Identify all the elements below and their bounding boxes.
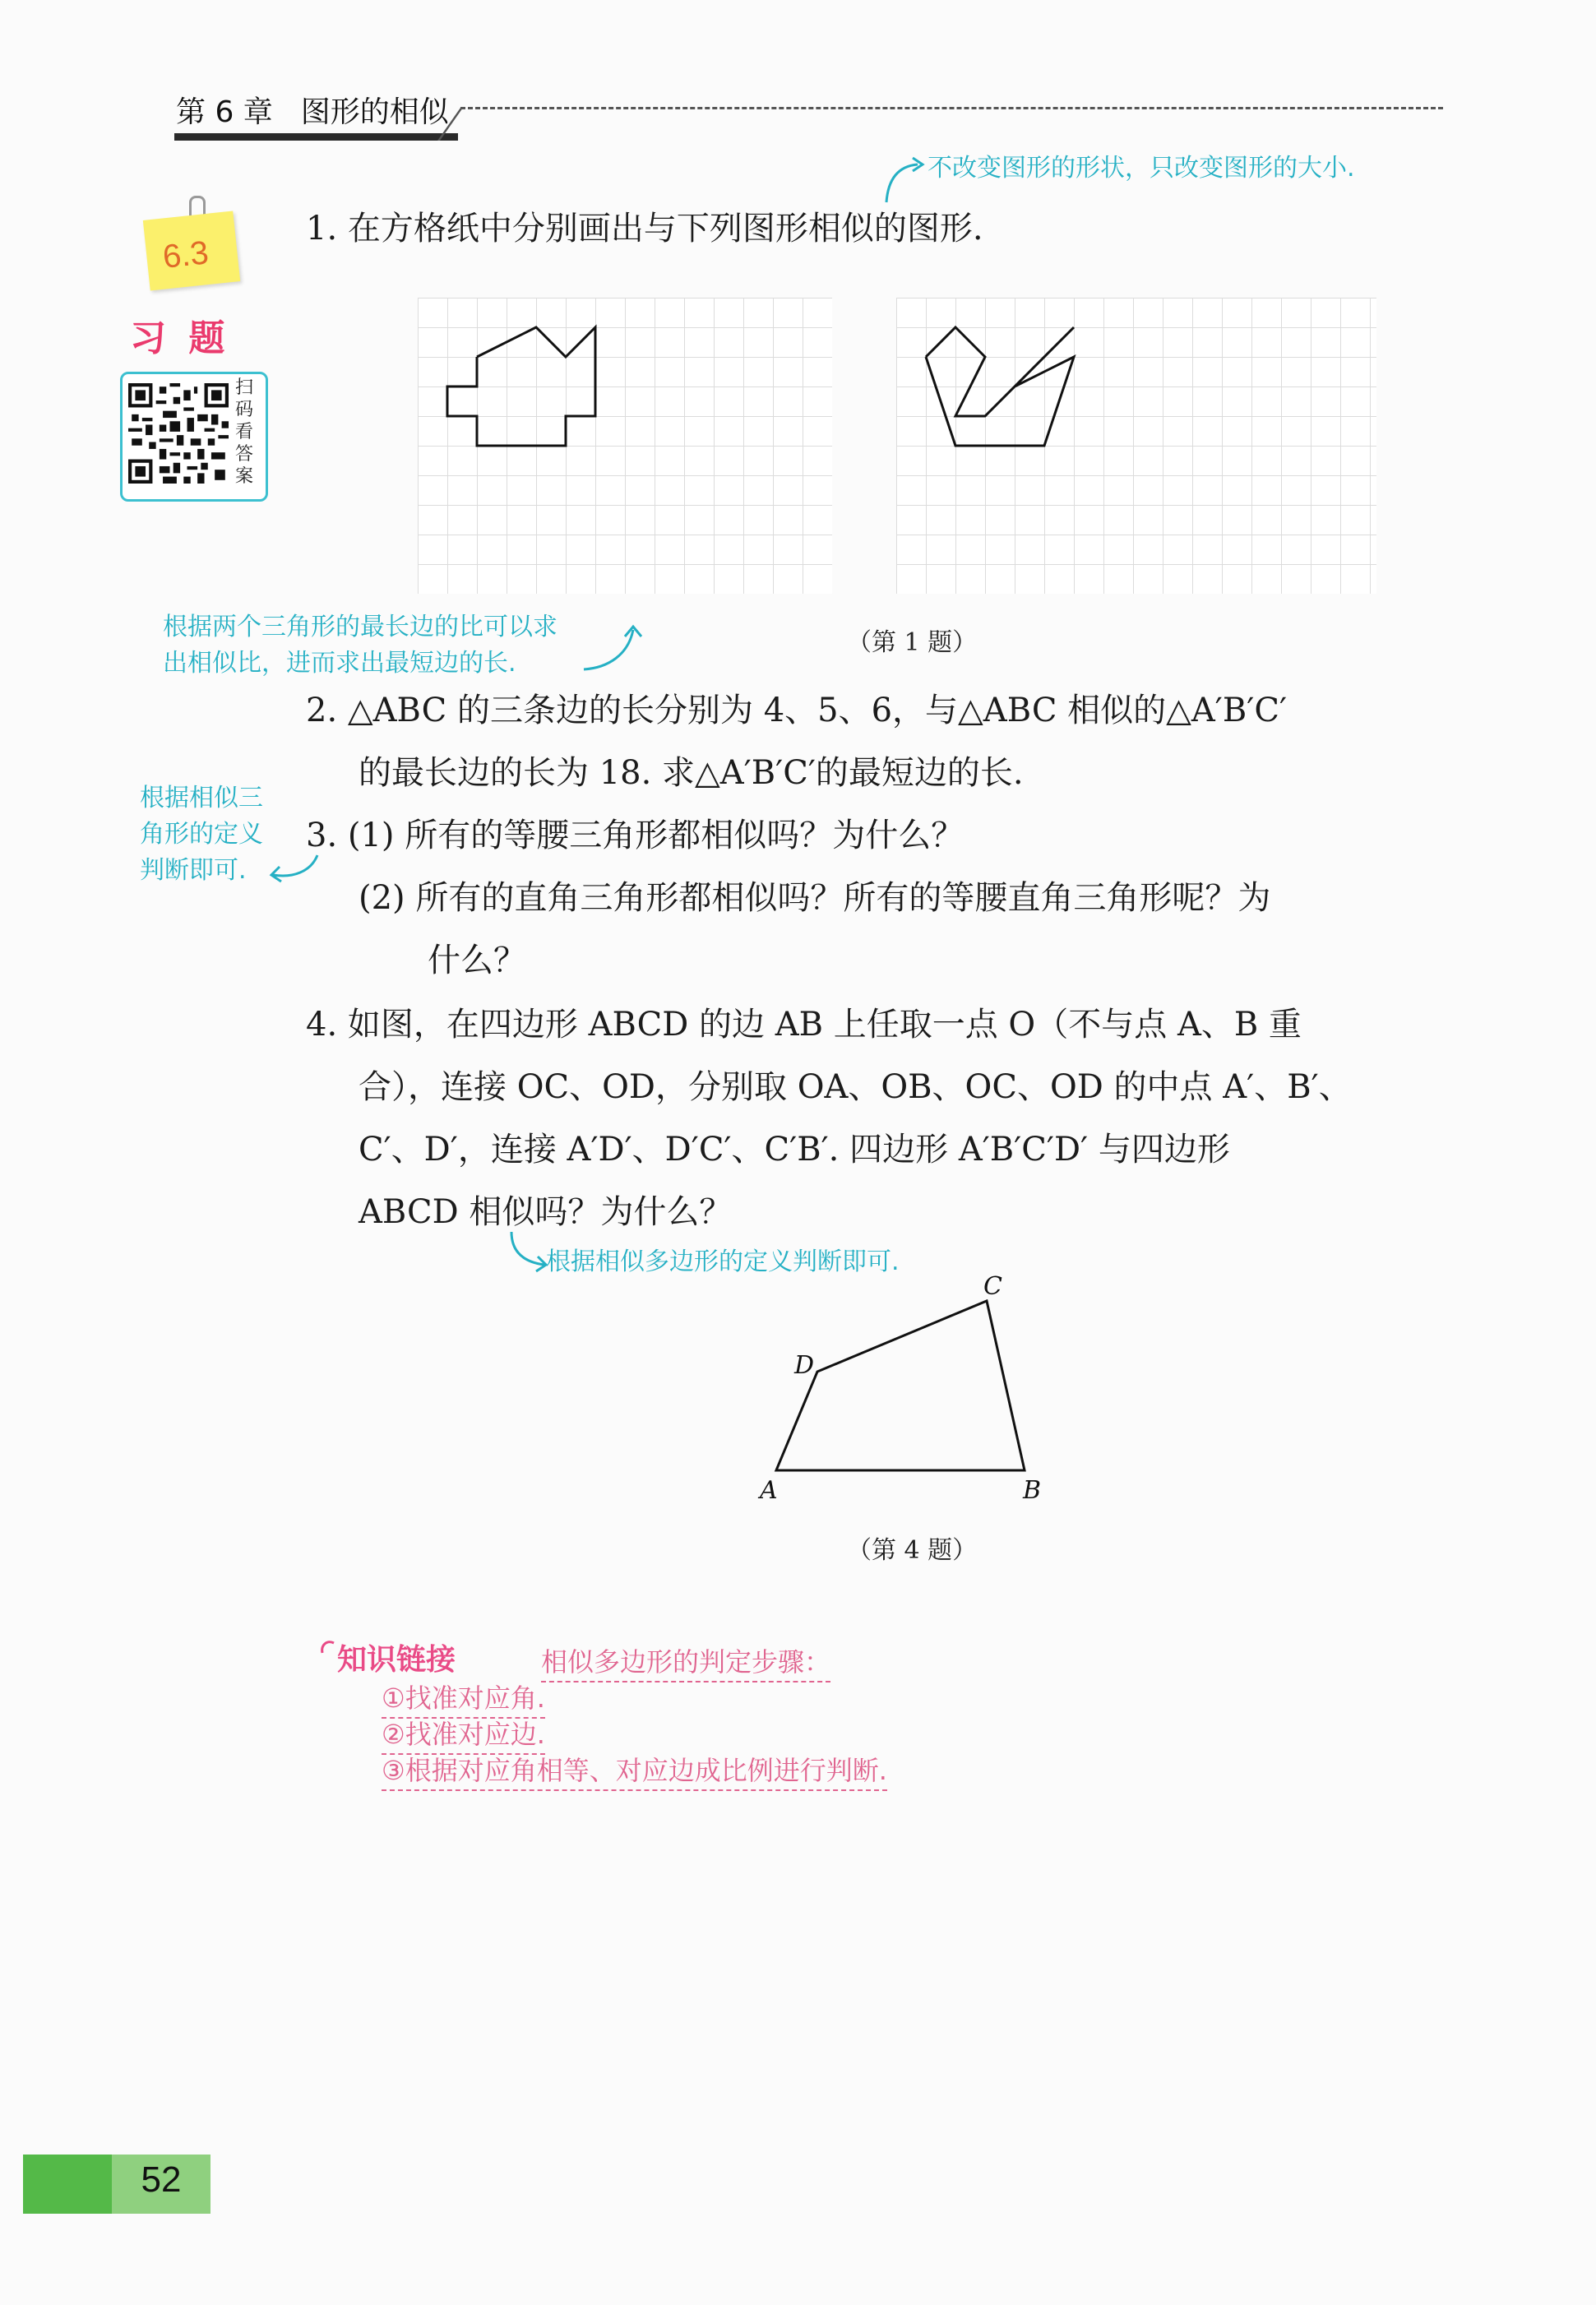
figure-1-right-shape [896, 298, 1376, 594]
margin-note-4: 根据相似多边形的定义判断即可. [546, 1247, 900, 1276]
knowledge-link-title: 知识链接 [337, 1643, 456, 1677]
vertex-label-d: D [794, 1351, 815, 1380]
problem-3-line-1: 3. (1) 所有的等腰三角形都相似吗？为什么？ [306, 817, 965, 854]
figure-1-left-shape [418, 298, 832, 594]
chapter-number: 第 6 章 [176, 95, 273, 129]
problem-4-line-1: 4. 如图，在四边形 ABCD 的边 AB 上任取一点 O（不与点 A、B 重 [306, 1006, 1302, 1044]
chapter-title: 图形的相似 [300, 95, 449, 129]
header-underline [174, 133, 458, 141]
figure-4-caption: （第 4 题） [847, 1536, 978, 1565]
knowledge-step-1: ①找准对应角. [382, 1678, 545, 1719]
page-number: 52 [141, 2159, 182, 2200]
problem-1: 1. 在方格纸中分别画出与下列图形相似的图形. [306, 210, 983, 248]
section-number: 6.3 [160, 234, 210, 275]
problem-4-line-4: ABCD 相似吗？为什么？ [359, 1193, 733, 1231]
margin-note-2-line-1: 根据两个三角形的最长边的比可以求 [163, 613, 557, 641]
margin-note-3-line-2: 角形的定义 [140, 820, 263, 849]
problem-3-line-3: 什么？ [428, 942, 526, 979]
knowledge-step-3: ③根据对应角相等、对应边成比例进行判断. [382, 1750, 887, 1791]
problem-4-line-3: C′、D′，连接 A′D′、D′C′、C′B′. 四边形 A′B′C′D′ 与四边形 [359, 1131, 1230, 1169]
margin-note-3-line-3: 判断即可. [140, 856, 247, 885]
header-dashed-rule [460, 107, 1443, 109]
problem-4-line-2: 合），连接 OC、OD，分别取 OA、OB、OC、OD 的中点 A′、B′、 [359, 1068, 1352, 1106]
figure-4-quadrilateral [740, 1266, 1069, 1513]
margin-note-2-line-2: 出相似比，进而求出最短边的长. [163, 649, 516, 678]
note-arrow-icon [503, 1229, 549, 1275]
margin-note-1: 不改变图形的形状，只改变图形的大小. [928, 154, 1355, 183]
margin-note-3-line-1: 根据相似三 [140, 784, 263, 812]
problem-3-line-2: (2) 所有的直角三角形都相似吗？所有的等腰直角三角形呢？为 [359, 879, 1271, 917]
qr-code-icon[interactable] [128, 380, 229, 487]
knowledge-heading: 相似多边形的判定步骤： [541, 1641, 830, 1682]
note-arrow-icon [576, 618, 650, 683]
qr-caption: 扫码看答案 [234, 377, 253, 487]
figure-1-caption: （第 1 题） [847, 628, 978, 657]
problem-2-line-2: 的最长边的长为 18. 求△A′B′C′的最短边的长. [359, 754, 1024, 792]
vertex-label-a: A [760, 1476, 778, 1505]
running-header [176, 89, 449, 131]
problem-2-line-1: 2. △ABC 的三条边的长分别为 4、5、6，与△ABC 相似的△A′B′C′ [306, 692, 1288, 729]
exercise-badge: 习 题 [130, 317, 230, 359]
knowledge-step-2: ②找准对应边. [382, 1714, 545, 1755]
vertex-label-c: C [983, 1272, 1002, 1301]
vertex-label-b: B [1023, 1476, 1042, 1505]
knowledge-hook-icon [319, 1638, 337, 1656]
